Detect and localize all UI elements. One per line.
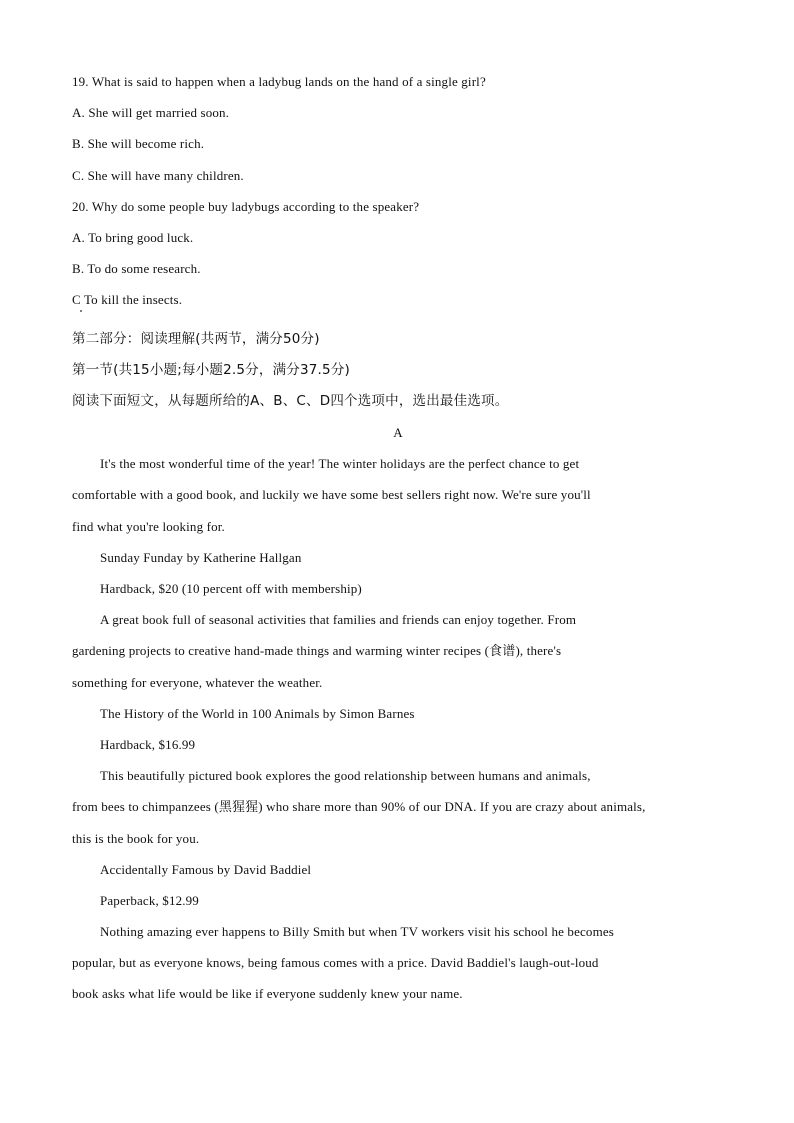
book-title: The History of the World in 100 Animals by Simon Barnes bbox=[100, 705, 415, 721]
book-description-line: Nothing amazing ever happens to Billy Smith but when TV workers visit his school he becomes bbox=[100, 924, 614, 940]
section-subtitle: 第一节(共15小题;每小题2.5分，满分37.5分) bbox=[72, 361, 350, 378]
book-description-line: something for everyone, whatever the weather. bbox=[72, 674, 323, 690]
book-format: Hardback, $16.99 bbox=[100, 736, 196, 752]
book-title: Accidentally Famous by David Baddiel bbox=[100, 861, 312, 877]
book-title: Sunday Funday by Katherine Hallgan bbox=[100, 549, 302, 565]
question-20-stem: 20. Why do some people buy ladybugs according to the speaker? bbox=[72, 198, 420, 214]
question-19-option-b: B. She will become rich. bbox=[72, 136, 205, 152]
passage-intro-line: comfortable with a good book, and luckily we have some best sellers right now. We're sure you'll bbox=[72, 487, 591, 503]
book-description-line: from bees to chimpanzees (黑猩猩) who share more than 90% of our DNA. If you are crazy about animals, bbox=[72, 799, 646, 815]
question-20-option-c: C To kill the insects. bbox=[72, 292, 183, 308]
instruction-text: 阅读下面短文，从每题所给的A、B、C、D四个选项中，选出最佳选项。 bbox=[72, 392, 509, 409]
passage-intro-line: find what you're looking for. bbox=[72, 518, 225, 534]
book-format: Paperback, $12.99 bbox=[100, 892, 199, 908]
question-20-option-a: A. To bring good luck. bbox=[72, 229, 194, 245]
passage-intro-line: It's the most wonderful time of the year! The winter holidays are the perfect chance to get bbox=[100, 456, 580, 472]
question-19-option-c: C. She will have many children. bbox=[72, 167, 244, 183]
book-description-line: gardening projects to creative hand-made things and warming winter recipes (食谱), there's bbox=[72, 643, 562, 659]
question-19-stem: 19. What is said to happen when a ladybug lands on the hand of a single girl? bbox=[72, 74, 486, 89]
book-description-line: book asks what life would be like if everyone suddenly knew your name. bbox=[72, 986, 463, 1002]
question-19-option-a: A. She will get married soon. bbox=[72, 105, 230, 121]
book-format: Hardback, $20 (10 percent off with membership) bbox=[100, 581, 362, 596]
part-title: 第二部分：阅读理解(共两节，满分50分) bbox=[72, 330, 320, 347]
book-description-line: This beautifully pictured book explores the good relationship between humans and animals, bbox=[100, 768, 591, 784]
document-page bbox=[72, 66, 724, 1010]
question-20-option-b: B. To do some research. bbox=[72, 261, 201, 277]
stray-mark bbox=[72, 316, 724, 324]
book-description-line: A great book full of seasonal activities that families and friends can enjoy together. From bbox=[100, 612, 577, 628]
passage-label: A bbox=[393, 425, 403, 441]
book-description-line: popular, but as everyone knows, being famous comes with a price. David Baddiel's laugh-out-loud bbox=[72, 955, 599, 971]
book-description-line: this is the book for you. bbox=[72, 830, 200, 846]
